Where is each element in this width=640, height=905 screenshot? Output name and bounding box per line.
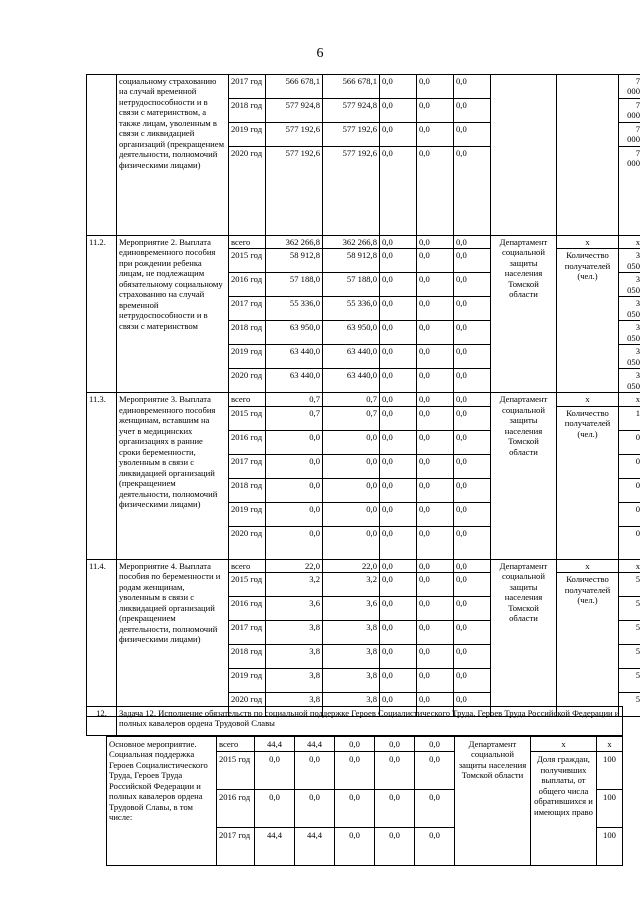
value-cell: 0,0 [335, 790, 375, 828]
total-cell: 0,0 [266, 502, 323, 526]
regional-cell: 3,8 [323, 621, 380, 645]
regional-cell: 3,8 [323, 645, 380, 669]
value-cell: 0,0 [417, 393, 454, 406]
regional-cell: 0,0 [323, 478, 380, 502]
value-cell: 0,0 [454, 393, 491, 406]
value-cell: 0,0 [415, 828, 455, 866]
total-cell: 22,0 [266, 559, 323, 572]
indicator-value: 7 000 [619, 75, 640, 99]
indicator-cell: Количество получателей (чел.) [557, 573, 619, 717]
indicator-x: х [531, 737, 597, 752]
value-cell: 0,0 [417, 75, 454, 99]
year-cell: 2016 год [229, 597, 266, 621]
regional-cell: 3,2 [323, 573, 380, 597]
regional-cell: 0,0 [295, 790, 335, 828]
year-cell: 2016 год [229, 430, 266, 454]
value-cell: 0,0 [454, 369, 491, 393]
total-cell: 362 266,8 [266, 236, 323, 249]
value-cell: 0,0 [417, 236, 454, 249]
year-cell: 2020 год [229, 369, 266, 393]
value-cell: 0,0 [417, 99, 454, 123]
total-cell: 0,0 [255, 752, 295, 790]
value-cell: 0,0 [335, 752, 375, 790]
indicator-value: 5 [619, 693, 640, 717]
value-cell: 0,0 [380, 345, 417, 369]
year-cell: 2018 год [229, 321, 266, 345]
value-cell: 0,0 [380, 147, 417, 236]
total-cell: 0,7 [266, 406, 323, 430]
measure-description: Мероприятие 2. Выплата единовременного пособия при рождении ребенка лицам, не подлежащим обязательному социальному страхованию на случай временной нетрудоспособности и в связи с материнством [117, 236, 229, 393]
row-number: 11.2. [87, 236, 117, 393]
value-cell: 0,0 [417, 249, 454, 273]
value-cell: 0,0 [454, 478, 491, 502]
value-cell: 0,0 [454, 345, 491, 369]
value-cell: 0,0 [380, 478, 417, 502]
total-cell: 0,0 [266, 454, 323, 478]
value-cell: 0,0 [454, 559, 491, 572]
year-cell: 2019 год [229, 669, 266, 693]
value-cell: 0,0 [417, 406, 454, 430]
value-cell: 0,0 [454, 273, 491, 297]
indicator-cell: Доля граждан, получивших выплаты, от общего числа обратившихся и имеющих право [531, 752, 597, 866]
value-cell: 0,0 [454, 573, 491, 597]
value-cell: 0,0 [454, 123, 491, 147]
value-cell: 0,0 [417, 369, 454, 393]
regional-cell: 3,6 [323, 597, 380, 621]
year-cell: 2019 год [229, 345, 266, 369]
value-cell: 0,0 [415, 790, 455, 828]
indicator-value: 3 050 [619, 321, 640, 345]
year-cell: всего [229, 393, 266, 406]
indicator-value: 3 050 [619, 369, 640, 393]
value-cell: 0,0 [380, 236, 417, 249]
regional-cell: 0,0 [323, 454, 380, 478]
indicator-value: х [619, 559, 640, 572]
value-cell: 0,0 [417, 345, 454, 369]
year-cell: 2015 год [229, 249, 266, 273]
regional-cell: 57 188,0 [323, 273, 380, 297]
indicator-value: х [619, 236, 640, 249]
value-cell: 0,0 [415, 737, 455, 752]
value-cell: 0,0 [454, 75, 491, 99]
value-cell: 0,0 [417, 273, 454, 297]
indicator-value: х [619, 393, 640, 406]
total-cell: 3,2 [266, 573, 323, 597]
indicator-value: 7 000 [619, 99, 640, 123]
indicator-value: 3 050 [619, 249, 640, 273]
value-cell: 0,0 [375, 737, 415, 752]
indicator-value: 3 050 [619, 345, 640, 369]
value-cell: 0,0 [417, 526, 454, 559]
value-cell: 0,0 [375, 752, 415, 790]
regional-cell: 0,0 [323, 502, 380, 526]
page-number: 6 [316, 46, 324, 61]
regional-cell: 44,4 [295, 737, 335, 752]
indicator-value: 100 [597, 752, 623, 790]
indicator-value: 0 [619, 454, 640, 478]
task-text: Задача 12. Исполнение обязательств по социальной поддержке Героев Социалистического Труда, Героев Труда Российской Федерации и полных кавалеров ордена Трудовой Славы [117, 707, 623, 736]
value-cell: 0,0 [380, 249, 417, 273]
total-cell: 3,6 [266, 597, 323, 621]
regional-cell: 63 440,0 [323, 345, 380, 369]
indicator-value: 100 [597, 828, 623, 866]
indicator-x: х [557, 393, 619, 406]
value-cell: 0,0 [417, 478, 454, 502]
total-cell: 3,8 [266, 645, 323, 669]
indicator-value: 3 050 [619, 273, 640, 297]
value-cell: 0,0 [380, 273, 417, 297]
value-cell: 0,0 [417, 573, 454, 597]
value-cell: 0,0 [454, 669, 491, 693]
year-cell: всего [229, 559, 266, 572]
regional-cell: 577 192,6 [323, 147, 380, 236]
value-cell: 0,0 [380, 502, 417, 526]
value-cell: 0,0 [417, 454, 454, 478]
value-cell: 0,0 [417, 693, 454, 717]
year-cell: 2017 год [229, 75, 266, 99]
indicator-cell: Количество получателей (чел.) [557, 249, 619, 393]
year-cell: 2015 год [217, 752, 255, 790]
table-row [87, 75, 640, 99]
value-cell: 0,0 [380, 693, 417, 717]
regional-cell: 3,8 [323, 669, 380, 693]
year-cell: 2017 год [229, 621, 266, 645]
value-cell: 0,0 [454, 526, 491, 559]
measure-description: Основное мероприятие. Социальная поддержка Героев Социалистического Труда, Героев Труда Российской Федерации и полных кавалеров ордена Трудовой Славы, в том числе: [107, 737, 217, 866]
measure-description: Мероприятие 4. Выплата пособия по беременности и родам женщинам, уволенным в связи с ликвидацией организаций (прекращением деятельности, полномочий физическими лицами) [117, 559, 229, 716]
regional-cell: 55 336,0 [323, 297, 380, 321]
value-cell: 0,0 [380, 297, 417, 321]
value-cell: 0,0 [380, 321, 417, 345]
value-cell: 0,0 [380, 597, 417, 621]
value-cell: 0,0 [417, 502, 454, 526]
indicator-value: 5 [619, 669, 640, 693]
value-cell: 0,0 [417, 559, 454, 572]
department-cell: Департамент социальной защиты населения Томской области [491, 236, 557, 393]
value-cell: 0,0 [454, 502, 491, 526]
regional-cell: 577 192,6 [323, 123, 380, 147]
year-cell: 2016 год [217, 790, 255, 828]
indicator-value: х [597, 737, 623, 752]
value-cell: 0,0 [380, 75, 417, 99]
value-cell: 0,0 [417, 669, 454, 693]
regional-cell: 22,0 [323, 559, 380, 572]
table-row [107, 737, 623, 752]
year-cell: 2017 год [217, 828, 255, 866]
regional-cell: 0,0 [295, 752, 335, 790]
value-cell: 0,0 [417, 621, 454, 645]
year-cell: 2017 год [229, 297, 266, 321]
indicator-value: 5 [619, 573, 640, 597]
total-cell: 63 440,0 [266, 369, 323, 393]
indicator-cell: Количество получателей (чел.) [557, 406, 619, 559]
value-cell: 0,0 [380, 559, 417, 572]
value-cell: 0,0 [417, 297, 454, 321]
year-cell: 2019 год [229, 502, 266, 526]
department-cell: Департамент социальной защиты населения Томской области [455, 737, 531, 866]
total-cell: 577 192,6 [266, 147, 323, 236]
program-table [86, 74, 640, 717]
value-cell: 0,0 [380, 645, 417, 669]
value-cell: 0,0 [380, 669, 417, 693]
year-cell: 2015 год [229, 573, 266, 597]
value-cell: 0,0 [454, 297, 491, 321]
value-cell: 0,0 [454, 321, 491, 345]
value-cell: 0,0 [380, 369, 417, 393]
value-cell: 0,0 [454, 147, 491, 236]
year-cell: 2020 год [229, 526, 266, 559]
main-event-table [106, 736, 623, 866]
value-cell: 0,0 [417, 597, 454, 621]
department-cell: Департамент социальной защиты населения Томской области [491, 559, 557, 716]
value-cell: 0,0 [417, 123, 454, 147]
regional-cell: 0,0 [323, 430, 380, 454]
value-cell: 0,0 [380, 430, 417, 454]
total-cell: 63 440,0 [266, 345, 323, 369]
regional-cell: 58 912,8 [323, 249, 380, 273]
indicator-value: 0 [619, 478, 640, 502]
department-cell: Департамент социальной защиты населения Томской области [491, 393, 557, 559]
indicator-value: 7 000 [619, 123, 640, 147]
regional-cell: 0,0 [323, 526, 380, 559]
value-cell: 0,0 [417, 430, 454, 454]
value-cell: 0,0 [454, 430, 491, 454]
year-cell: 2015 год [229, 406, 266, 430]
value-cell: 0,0 [454, 406, 491, 430]
total-cell: 3,8 [266, 693, 323, 717]
value-cell: 0,0 [380, 621, 417, 645]
year-cell: 2020 год [229, 147, 266, 236]
year-cell: 2020 год [229, 693, 266, 717]
value-cell: 0,0 [335, 828, 375, 866]
task-table [86, 706, 623, 736]
year-cell: всего [217, 737, 255, 752]
value-cell: 0,0 [380, 573, 417, 597]
value-cell: 0,0 [454, 597, 491, 621]
total-cell: 0,0 [266, 478, 323, 502]
value-cell: 0,0 [375, 828, 415, 866]
indicator-value: 0 [619, 526, 640, 559]
total-cell: 0,0 [266, 526, 323, 559]
measure-description: Мероприятие 3. Выплата единовременного пособия женщинам, вставшим на учет в медицинских организациях в ранние сроки беременности, уволенным в связи с ликвидацией организаций (прекращением деятельности, полномочий физическими лицами) [117, 393, 229, 559]
total-cell: 3,8 [266, 621, 323, 645]
indicator-x: х [557, 236, 619, 249]
indicator-value: 5 [619, 645, 640, 669]
total-cell: 577 924,8 [266, 99, 323, 123]
total-cell: 44,4 [255, 737, 295, 752]
regional-cell: 63 950,0 [323, 321, 380, 345]
total-cell: 57 188,0 [266, 273, 323, 297]
value-cell: 0,0 [454, 645, 491, 669]
total-cell: 63 950,0 [266, 321, 323, 345]
table-row [87, 236, 640, 249]
row-number: 11.4. [87, 559, 117, 716]
regional-cell: 63 440,0 [323, 369, 380, 393]
value-cell: 0,0 [417, 321, 454, 345]
value-cell: 0,0 [380, 406, 417, 430]
table-row [87, 559, 640, 572]
indicator-value: 0 [619, 430, 640, 454]
indicator-value: 0 [619, 502, 640, 526]
task-number: 12. [87, 707, 117, 736]
value-cell: 0,0 [380, 454, 417, 478]
regional-cell: 0,7 [323, 393, 380, 406]
value-cell: 0,0 [380, 526, 417, 559]
regional-cell: 0,7 [323, 406, 380, 430]
measure-description: социальному страхованию на случай временной нетрудоспособности и в связи с материнством, а также лицам, уволенным в связи с ликвидацией организаций (прекращением деятельности, полномочий физическими лицами) [117, 75, 229, 236]
total-cell: 0,7 [266, 393, 323, 406]
row-number: 11.3. [87, 393, 117, 559]
total-cell: 0,0 [255, 790, 295, 828]
value-cell: 0,0 [454, 236, 491, 249]
year-cell: 2016 год [229, 273, 266, 297]
indicator-value: 5 [619, 621, 640, 645]
value-cell: 0,0 [454, 99, 491, 123]
value-cell: 0,0 [417, 645, 454, 669]
value-cell: 0,0 [417, 147, 454, 236]
indicator-value: 1 [619, 406, 640, 430]
total-cell: 566 678,1 [266, 75, 323, 99]
value-cell: 0,0 [380, 393, 417, 406]
year-cell: 2018 год [229, 645, 266, 669]
indicator-value: 100 [597, 790, 623, 828]
task-row [87, 707, 623, 736]
year-cell: 2019 год [229, 123, 266, 147]
regional-cell: 3,8 [323, 693, 380, 717]
regional-cell: 362 266,8 [323, 236, 380, 249]
regional-cell: 44,4 [295, 828, 335, 866]
total-cell: 0,0 [266, 430, 323, 454]
value-cell: 0,0 [380, 123, 417, 147]
indicator-value: 5 [619, 597, 640, 621]
total-cell: 577 192,6 [266, 123, 323, 147]
value-cell: 0,0 [454, 249, 491, 273]
indicator-cell [557, 75, 619, 236]
year-cell: 2018 год [229, 478, 266, 502]
year-cell: 2017 год [229, 454, 266, 478]
year-cell: всего [229, 236, 266, 249]
table-row [87, 393, 640, 406]
value-cell: 0,0 [454, 621, 491, 645]
indicator-value: 3 050 [619, 297, 640, 321]
total-cell: 55 336,0 [266, 297, 323, 321]
value-cell: 0,0 [454, 454, 491, 478]
regional-cell: 566 678,1 [323, 75, 380, 99]
value-cell: 0,0 [375, 790, 415, 828]
value-cell: 0,0 [335, 737, 375, 752]
value-cell: 0,0 [380, 99, 417, 123]
total-cell: 58 912,8 [266, 249, 323, 273]
department-cell [491, 75, 557, 236]
value-cell: 0,0 [454, 693, 491, 717]
value-cell: 0,0 [415, 752, 455, 790]
indicator-value: 7 000 [619, 147, 640, 236]
row-number [87, 75, 117, 236]
total-cell: 3,8 [266, 669, 323, 693]
indicator-x: х [557, 559, 619, 572]
regional-cell: 577 924,8 [323, 99, 380, 123]
year-cell: 2018 год [229, 99, 266, 123]
total-cell: 44,4 [255, 828, 295, 866]
